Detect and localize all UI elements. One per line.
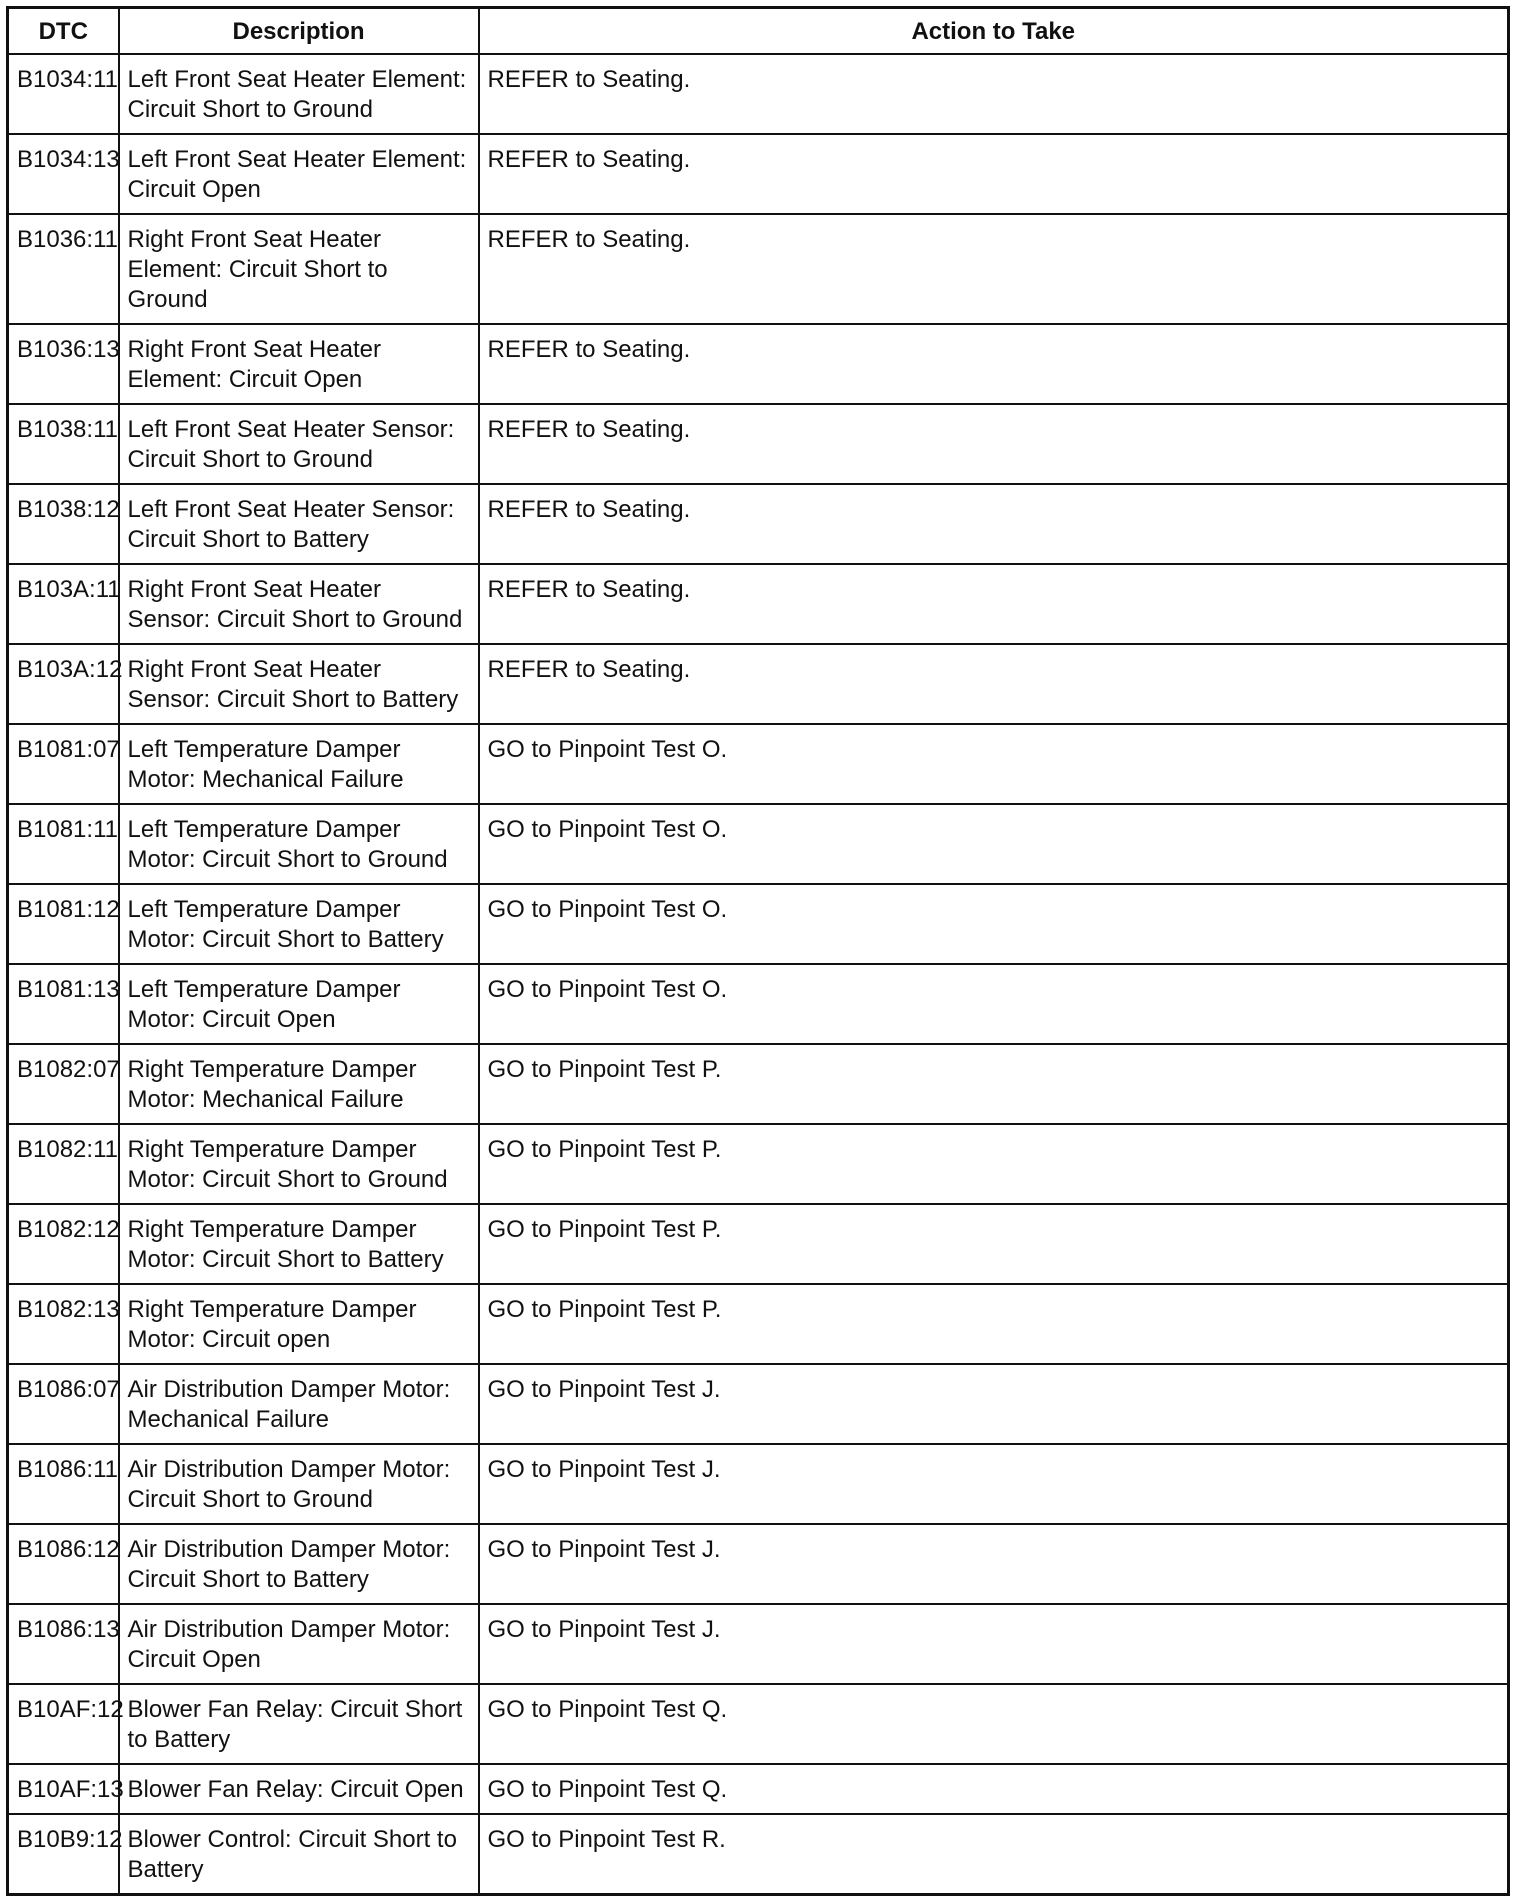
description-cell: Right Front Seat Heater Sensor: Circuit Short to Battery [119,644,479,724]
dtc-cell: B1081:12 [8,884,119,964]
dtc-cell: B103A:12 [8,644,119,724]
action-cell: GO to Pinpoint Test Q. [479,1764,1509,1814]
header-dtc: DTC [8,8,119,55]
action-cell: REFER to Seating. [479,404,1509,484]
action-cell: GO to Pinpoint Test P. [479,1284,1509,1364]
table-row [8,404,1509,484]
dtc-cell: B1082:07 [8,1044,119,1124]
description-cell: Right Front Seat Heater Element: Circuit Short to Ground [119,214,479,324]
table-row [8,1524,1509,1604]
description-cell: Left Front Seat Heater Element: Circuit Short to Ground [119,54,479,134]
header-action: Action to Take [479,8,1509,55]
action-cell: REFER to Seating. [479,484,1509,564]
table-row [8,214,1509,324]
dtc-cell: B1081:07 [8,724,119,804]
table-row [8,484,1509,564]
action-cell: GO to Pinpoint Test R. [479,1814,1509,1895]
table-row [8,1364,1509,1444]
description-cell: Left Temperature Damper Motor: Mechanical Failure [119,724,479,804]
action-cell: GO to Pinpoint Test O. [479,884,1509,964]
dtc-cell: B1086:12 [8,1524,119,1604]
description-cell: Blower Fan Relay: Circuit Short to Battery [119,1684,479,1764]
action-cell: REFER to Seating. [479,214,1509,324]
description-cell: Blower Control: Circuit Short to Battery [119,1814,479,1895]
header-row [8,8,1509,55]
table-row [8,724,1509,804]
dtc-cell: B1034:13 [8,134,119,214]
action-cell: GO to Pinpoint Test P. [479,1204,1509,1284]
dtc-table [6,6,1510,1896]
table-row [8,1604,1509,1684]
table-row [8,134,1509,214]
table-header [8,8,1509,55]
table-row [8,1124,1509,1204]
description-cell: Left Temperature Damper Motor: Circuit Open [119,964,479,1044]
action-cell: REFER to Seating. [479,644,1509,724]
header-description: Description [119,8,479,55]
dtc-cell: B1081:13 [8,964,119,1044]
dtc-cell: B1086:07 [8,1364,119,1444]
dtc-cell: B1081:11 [8,804,119,884]
action-cell: REFER to Seating. [479,564,1509,644]
table-row [8,54,1509,134]
action-cell: GO to Pinpoint Test O. [479,964,1509,1044]
description-cell: Right Temperature Damper Motor: Circuit open [119,1284,479,1364]
table-row [8,884,1509,964]
dtc-cell: B10B9:12 [8,1814,119,1895]
table-row [8,964,1509,1044]
dtc-cell: B1038:11 [8,404,119,484]
action-cell: GO to Pinpoint Test O. [479,804,1509,884]
description-cell: Right Front Seat Heater Element: Circuit Open [119,324,479,404]
dtc-cell: B1036:13 [8,324,119,404]
table-row [8,1044,1509,1124]
table-row [8,804,1509,884]
dtc-cell: B1034:11 [8,54,119,134]
description-cell: Right Front Seat Heater Sensor: Circuit Short to Ground [119,564,479,644]
table-row [8,1284,1509,1364]
dtc-cell: B1082:12 [8,1204,119,1284]
dtc-cell: B1082:13 [8,1284,119,1364]
description-cell: Blower Fan Relay: Circuit Open [119,1764,479,1814]
description-cell: Air Distribution Damper Motor: Circuit Short to Battery [119,1524,479,1604]
action-cell: REFER to Seating. [479,54,1509,134]
action-cell: REFER to Seating. [479,134,1509,214]
table-body [8,54,1509,1895]
table-row [8,1684,1509,1764]
table-row [8,1814,1509,1895]
action-cell: GO to Pinpoint Test J. [479,1364,1509,1444]
table-row [8,324,1509,404]
dtc-cell: B10AF:12 [8,1684,119,1764]
dtc-cell: B1086:13 [8,1604,119,1684]
table-row [8,1764,1509,1814]
description-cell: Right Temperature Damper Motor: Circuit Short to Ground [119,1124,479,1204]
table-row [8,1444,1509,1524]
action-cell: GO to Pinpoint Test J. [479,1444,1509,1524]
action-cell: GO to Pinpoint Test O. [479,724,1509,804]
description-cell: Air Distribution Damper Motor: Mechanical Failure [119,1364,479,1444]
dtc-cell: B1086:11 [8,1444,119,1524]
action-cell: GO to Pinpoint Test P. [479,1124,1509,1204]
dtc-cell: B103A:11 [8,564,119,644]
description-cell: Left Temperature Damper Motor: Circuit Short to Ground [119,804,479,884]
dtc-cell: B1036:11 [8,214,119,324]
table-row [8,564,1509,644]
dtc-cell: B10AF:13 [8,1764,119,1814]
action-cell: GO to Pinpoint Test J. [479,1604,1509,1684]
action-cell: REFER to Seating. [479,324,1509,404]
dtc-cell: B1038:12 [8,484,119,564]
description-cell: Left Temperature Damper Motor: Circuit Short to Battery [119,884,479,964]
description-cell: Left Front Seat Heater Sensor: Circuit Short to Ground [119,404,479,484]
action-cell: GO to Pinpoint Test P. [479,1044,1509,1124]
action-cell: GO to Pinpoint Test Q. [479,1684,1509,1764]
description-cell: Left Front Seat Heater Sensor: Circuit Short to Battery [119,484,479,564]
table-row [8,644,1509,724]
action-cell: GO to Pinpoint Test J. [479,1524,1509,1604]
dtc-cell: B1082:11 [8,1124,119,1204]
table-row [8,1204,1509,1284]
description-cell: Left Front Seat Heater Element: Circuit Open [119,134,479,214]
description-cell: Right Temperature Damper Motor: Circuit Short to Battery [119,1204,479,1284]
description-cell: Air Distribution Damper Motor: Circuit Short to Ground [119,1444,479,1524]
description-cell: Air Distribution Damper Motor: Circuit Open [119,1604,479,1684]
description-cell: Right Temperature Damper Motor: Mechanical Failure [119,1044,479,1124]
